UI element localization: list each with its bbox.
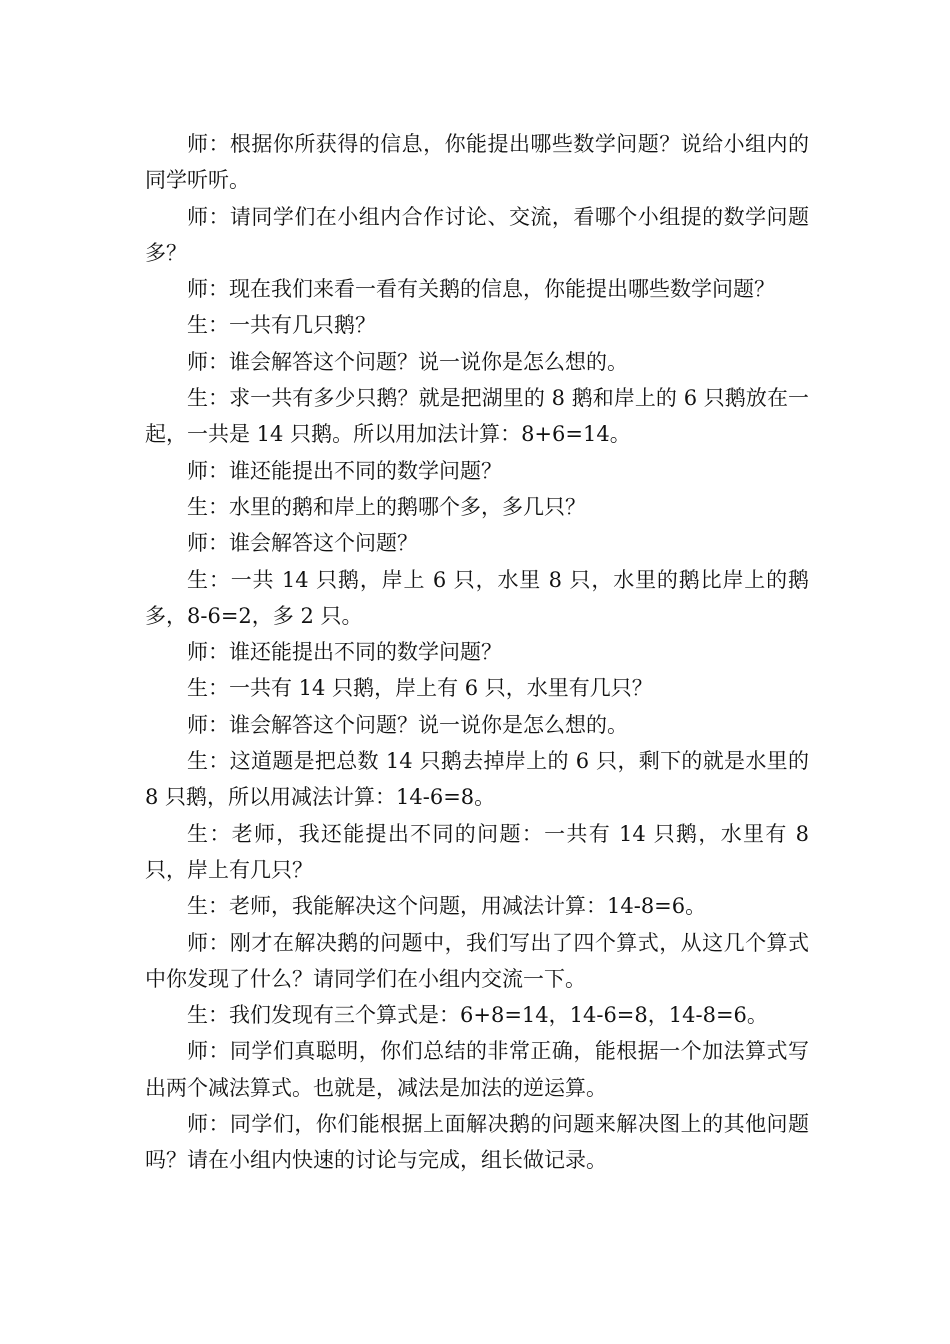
paragraph-2: 师：请同学们在小组内合作讨论、交流，看哪个小组提的数学问题多？	[145, 204, 809, 265]
paragraph-9: 师：谁会解答这个问题？	[187, 531, 418, 556]
paragraph-18: 生：我们发现有三个算式是：6+8=14，14-6=8，14-8=6。	[187, 1003, 768, 1028]
paragraph-16: 生：老师，我能解决这个问题，用减法计算：14-8=6。	[187, 894, 707, 919]
paragraph-17: 师：刚才在解决鹅的问题中，我们写出了四个算式，从这几个算式中你发现了什么？请同学们在小组内交流一下。	[145, 930, 809, 991]
paragraph-20: 师：同学们，你们能根据上面解决鹅的问题来解决图上的其他问题吗？请在小组内快速的讨论与完成，组长做记录。	[145, 1112, 809, 1173]
paragraph-10: 生：一共 14 只鹅，岸上 6 只，水里 8 只，水里的鹅比岸上的鹅多，8-6=2，多 2 只。	[145, 567, 809, 628]
paragraph-11: 师：谁还能提出不同的数学问题？	[187, 640, 502, 665]
paragraph-5: 师：谁会解答这个问题？说一说你是怎么想的。	[187, 349, 628, 374]
paragraph-14: 生：这道题是把总数 14 只鹅去掉岸上的 6 只，剩下的就是水里的 8 只鹅，所以用减法计算：14-6=8。	[145, 749, 809, 810]
paragraph-19: 师：同学们真聪明，你们总结的非常正确，能根据一个加法算式写出两个减法算式。也就是，减法是加法的逆运算。	[145, 1039, 809, 1100]
paragraph-4: 生：一共有几只鹅？	[187, 313, 376, 338]
paragraph-15: 生：老师，我还能提出不同的问题：一共有 14 只鹅，水里有 8 只，岸上有几只？	[145, 821, 809, 882]
paragraph-12: 生：一共有 14 只鹅，岸上有 6 只，水里有几只？	[187, 676, 653, 701]
paragraph-6: 生：求一共有多少只鹅？就是把湖里的 8 鹅和岸上的 6 只鹅放在一起，一共是 14 只鹅。所以用加法计算：8+6=14。	[145, 386, 809, 447]
paragraph-8: 生：水里的鹅和岸上的鹅哪个多，多几只？	[187, 494, 586, 519]
paragraph-7: 师：谁还能提出不同的数学问题？	[187, 458, 502, 483]
paragraph-1: 师：根据你所获得的信息，你能提出哪些数学问题？说给小组内的同学听听。	[145, 132, 809, 193]
document-body	[145, 126, 809, 1179]
paragraph-13: 师：谁会解答这个问题？说一说你是怎么想的。	[187, 712, 628, 737]
paragraph-3: 师：现在我们来看一看有关鹅的信息，你能提出哪些数学问题？	[187, 277, 775, 302]
